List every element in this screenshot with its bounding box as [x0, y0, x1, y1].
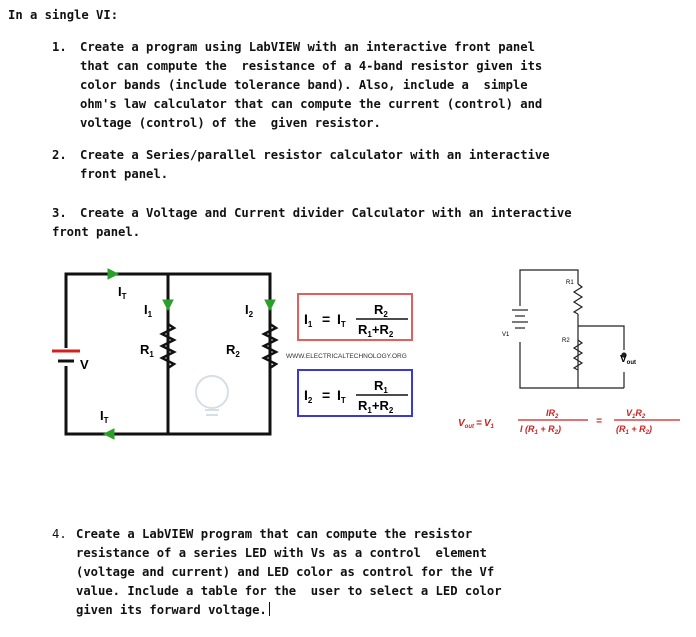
current-formula-i1: [298, 294, 412, 340]
svg-text:R1+R2: $R_1+R_2$: [358, 398, 394, 415]
current-divider-figure: [40, 262, 450, 452]
task-line: color bands (include tolerance band). Also, include a simple: [80, 78, 528, 92]
current-formula-i2: [298, 370, 412, 416]
svg-text:IT: $I_T$: [337, 387, 346, 405]
svg-text:IT: $I_T$: [337, 311, 346, 329]
svg-text:=: =: [322, 387, 331, 403]
svg-text:Vout=V1: $V_{out} = V_1$: [458, 418, 494, 430]
svg-text:V1R2: $V_1R_2$: [626, 408, 646, 420]
i2-label: $I_2$: [245, 302, 254, 319]
task-line: Create a program using LabVIEW with an interactive front panel: [80, 40, 535, 54]
task-line: given its forward voltage.: [76, 603, 267, 617]
task-line-last[interactable]: [76, 601, 270, 620]
r2-label: $R_2$: [226, 342, 240, 359]
task-number: 3.: [52, 206, 67, 220]
voltage-divider-figure: [454, 262, 690, 452]
task-line: ohm's law calculator that can compute the current (control) and: [80, 97, 543, 111]
resistor-r1-symbol: [574, 284, 582, 314]
task-line: that can compute the resistance of a 4-band resistor given its: [80, 59, 543, 73]
svg-text:R1: $R_1$: [374, 378, 388, 395]
i1-label: $I_1$: [144, 302, 153, 319]
task-number: 2.: [52, 148, 67, 162]
lightbulb-icon: [196, 376, 228, 415]
r1-label: $R_1$: [140, 342, 154, 359]
v1-label: V1: [502, 332, 510, 338]
divider-wires: [520, 270, 626, 388]
svg-text:R2: $R_2$: [374, 302, 388, 319]
r1-label: R1: [566, 280, 574, 286]
website-watermark: WWW.ELECTRICALTECHNOLOGY.ORG: [286, 353, 407, 360]
task-line: voltage (control) of the given resistor.: [80, 116, 381, 130]
task-line: front panel.: [52, 225, 141, 239]
current-arrows: [104, 269, 275, 439]
battery-symbol: [512, 310, 528, 328]
r2-label: R2: [562, 338, 570, 344]
task-line: value. Include a table for the user to select a LED color: [76, 584, 502, 598]
text-cursor: [269, 602, 270, 616]
voltage-divider-formula: [458, 408, 680, 436]
v-label: V: [80, 357, 89, 372]
task-number: 1.: [52, 40, 67, 54]
svg-text:=: =: [322, 311, 331, 327]
it-top-label: $I_T$: [118, 284, 127, 301]
it-bottom-label: $I_T$: [100, 408, 109, 425]
svg-text:I2: $I_2$: [304, 387, 313, 405]
vout-label: $V_{out}$: [620, 354, 636, 366]
task-line: Create a Voltage and Current divider Calculator with an interactive: [80, 206, 572, 220]
svg-text:R1+R2: $R_1+R_2$: [358, 322, 394, 339]
svg-text:=: =: [596, 416, 602, 427]
svg-text:IR2: $IR_2$: [546, 408, 559, 420]
task-line: (voltage and current) and LED color as control for the Vf: [76, 565, 495, 579]
task-line: Create a Series/parallel resistor calculator with an interactive: [80, 148, 550, 162]
task-line: Create a LabVIEW program that can compute the resistor: [76, 527, 473, 541]
page-title: In a single VI:: [8, 8, 119, 22]
task-number: 4.: [52, 527, 67, 541]
battery-symbol: [48, 348, 84, 361]
svg-text:I1: $I_1$: [304, 311, 313, 329]
task-line: resistance of a series LED with Vs as a control element: [76, 546, 487, 560]
task-line: front panel.: [80, 167, 169, 181]
svg-text:I (R1 + R2): I $(R_1 + R_2)$: [520, 424, 561, 436]
svg-text:(R1 + R2): $(R_1 + R_2)$: [616, 424, 652, 436]
